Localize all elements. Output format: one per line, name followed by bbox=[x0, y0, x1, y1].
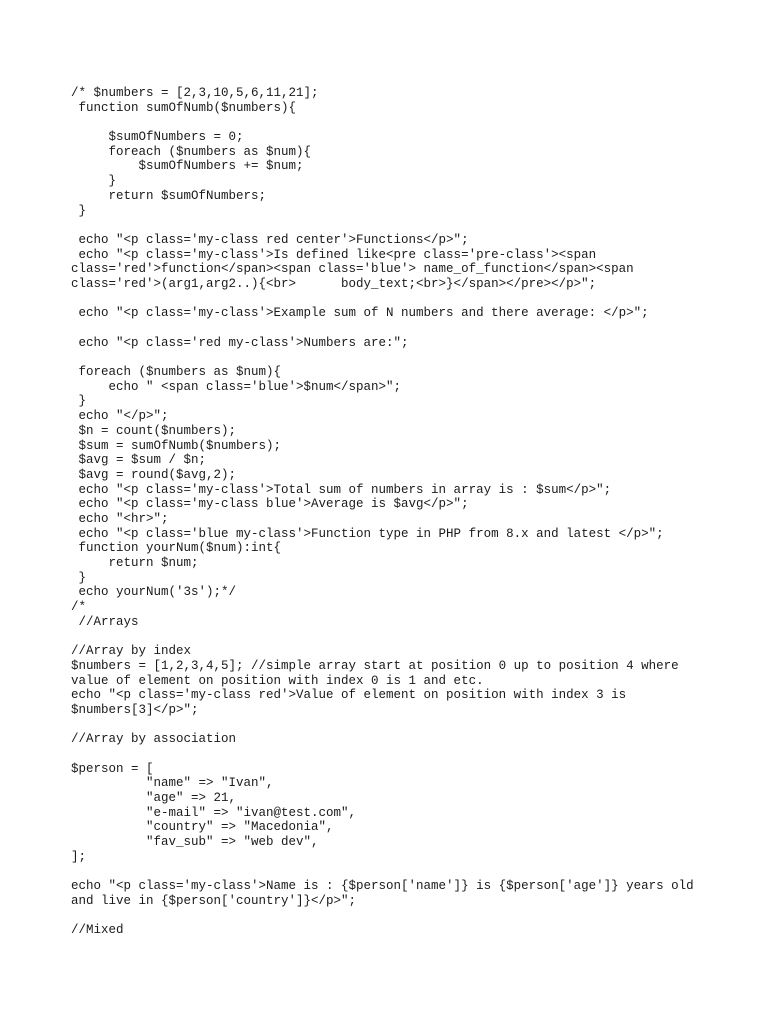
code-line: echo "<p class='my-class'>Is defined like<pre class='pre-class'><span bbox=[71, 247, 597, 262]
code-line: } bbox=[71, 203, 87, 218]
code-line: echo yourNum('3s');*/ bbox=[71, 585, 237, 600]
code-line: } bbox=[71, 394, 87, 409]
code-line bbox=[71, 718, 721, 733]
code-line: /* $numbers = [2,3,10,5,6,11,21]; bbox=[71, 86, 319, 100]
code-line: $sum = sumOfNumb($numbers); bbox=[71, 438, 282, 453]
code-line: ]; bbox=[71, 849, 87, 864]
code-line bbox=[71, 350, 721, 365]
code-listing bbox=[71, 86, 721, 938]
code-line bbox=[71, 115, 721, 130]
code-line: class='red'>(arg1,arg2..){<br> body_text;<br>}</span></pre></p>"; bbox=[71, 276, 597, 291]
code-line: "e-mail" => "ivan@test.com", bbox=[71, 805, 357, 820]
code-line: $person = [ bbox=[71, 761, 154, 776]
code-line bbox=[71, 292, 721, 307]
code-line: //Array by association bbox=[71, 732, 237, 747]
code-line: "fav_sub" => "web dev", bbox=[71, 835, 319, 850]
code-line: function sumOfNumb($numbers){ bbox=[71, 100, 297, 115]
code-line bbox=[71, 218, 721, 233]
code-line: class='red'>function</span><span class='blue'> name_of_function</span><span bbox=[71, 262, 634, 277]
code-line: //Arrays bbox=[71, 614, 139, 629]
code-line: echo "<p class='red my-class'>Numbers are:"; bbox=[71, 335, 409, 350]
code-line: } bbox=[71, 174, 117, 189]
code-line: echo " <span class='blue'>$num</span>"; bbox=[71, 379, 402, 394]
code-line: function yourNum($num):int{ bbox=[71, 541, 282, 556]
code-line: and live in {$person['country']}</p>"; bbox=[71, 893, 357, 908]
code-line: "name" => "Ivan", bbox=[71, 776, 274, 791]
code-line: /* bbox=[71, 600, 87, 615]
code-line: $numbers = [1,2,3,4,5]; //simple array start at position 0 up to position 4 where bbox=[71, 658, 679, 673]
code-line: echo "<p class='my-class red center'>Functions</p>"; bbox=[71, 232, 469, 247]
code-line: $numbers[3]</p>"; bbox=[71, 702, 199, 717]
code-line: $avg = round($avg,2); bbox=[71, 467, 237, 482]
code-line bbox=[71, 747, 721, 762]
code-line: //Array by index bbox=[71, 644, 192, 659]
code-line: return $num; bbox=[71, 556, 199, 570]
code-line: echo "<p class='my-class'>Name is : {$person['name']} is {$person['age']} years old bbox=[71, 879, 694, 894]
code-line: echo "<p class='my-class blue'>Average is $avg</p>"; bbox=[71, 497, 469, 512]
code-line: "country" => "Macedonia", bbox=[71, 820, 334, 835]
code-line: echo "<p class='my-class'>Total sum of numbers in array is : $sum</p>"; bbox=[71, 482, 612, 497]
code-line: echo "</p>"; bbox=[71, 409, 169, 424]
code-line: foreach ($numbers as $num){ bbox=[71, 365, 282, 380]
code-line: $avg = $sum / $n; bbox=[71, 453, 207, 468]
code-line: echo "<hr>"; bbox=[71, 511, 169, 526]
code-line: $sumOfNumbers += $num; bbox=[71, 159, 304, 174]
code-line bbox=[71, 321, 721, 336]
code-line: echo "<p class='blue my-class'>Function type in PHP from 8.x and latest </p>"; bbox=[71, 526, 664, 541]
code-line: value of element on position with index 0 is 1 and etc. bbox=[71, 673, 484, 688]
code-line: return $sumOfNumbers; bbox=[71, 188, 267, 203]
code-line: } bbox=[71, 570, 87, 585]
code-line: "age" => 21, bbox=[71, 791, 237, 805]
code-line: foreach ($numbers as $num){ bbox=[71, 144, 312, 159]
code-line: $n = count($numbers); bbox=[71, 423, 237, 438]
code-line bbox=[71, 909, 721, 924]
code-line: $sumOfNumbers = 0; bbox=[71, 130, 244, 145]
code-line bbox=[71, 629, 721, 644]
code-line: //Mixed bbox=[71, 923, 124, 938]
code-line: echo "<p class='my-class red'>Value of element on position with index 3 is bbox=[71, 688, 627, 703]
code-line bbox=[71, 864, 721, 879]
code-line: echo "<p class='my-class'>Example sum of N numbers and there average: </p>"; bbox=[71, 306, 649, 321]
